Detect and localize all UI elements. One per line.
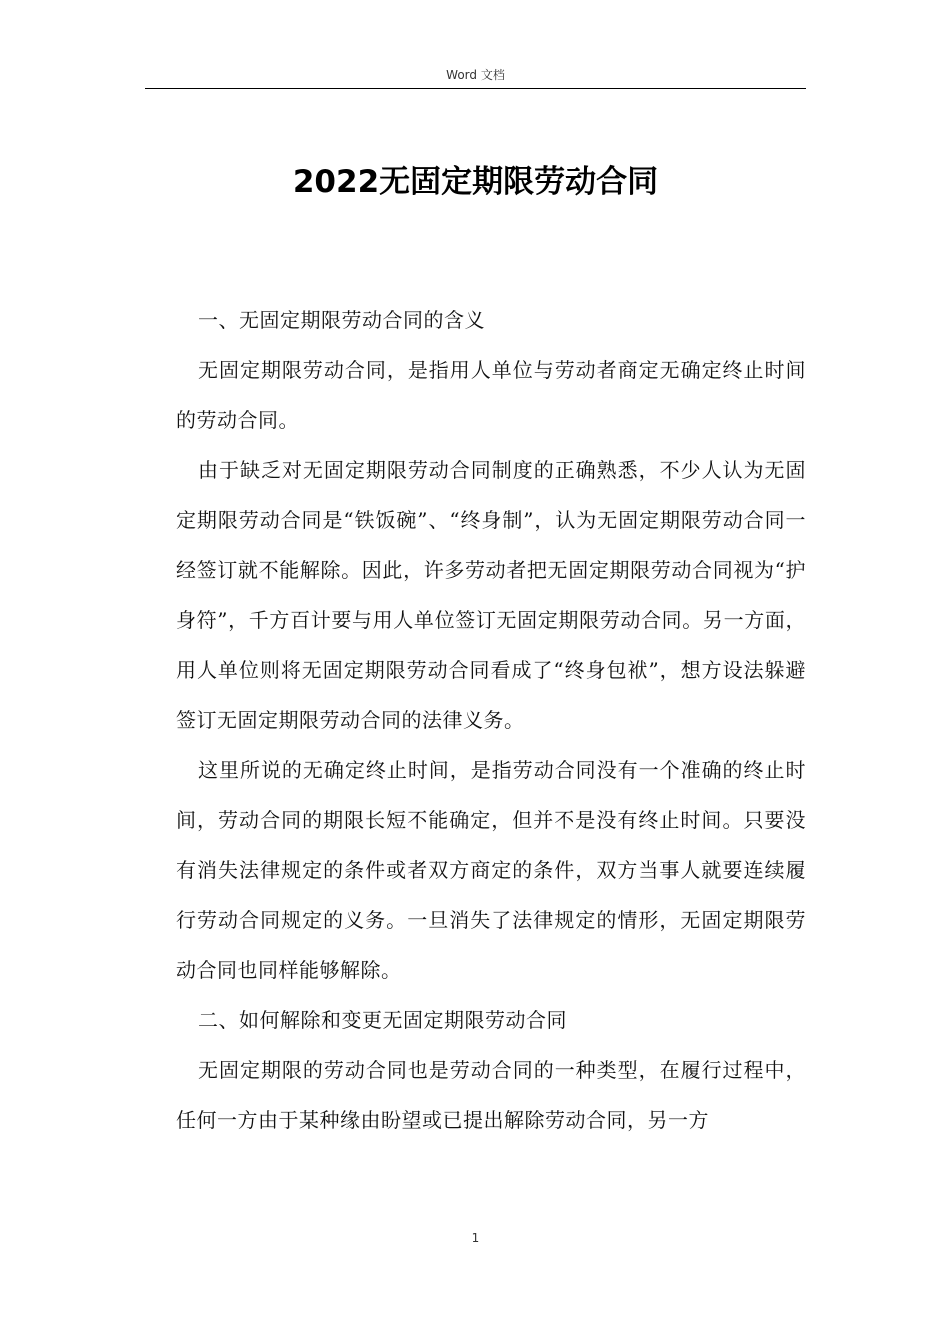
paragraph: 这里所说的无确定终止时间，是指劳动合同没有一个准确的终止时间，劳动合同的期限长短不能确定，但并不是没有终止时间。只要没有消失法律规定的条件或者双方商定的条件，双方当事人就要连续履行劳动合同规定的义务。一旦消失了法律规定的情形，无固定期限劳动合同也同样能够解除。 bbox=[176, 758, 806, 982]
document-body bbox=[176, 295, 806, 1145]
paragraph: 由于缺乏对无固定期限劳动合同制度的正确熟悉，不少人认为无固定期限劳动合同是“铁饭碗”、“终身制”，认为无固定期限劳动合同一经签订就不能解除。因此，许多劳动者把无固定期限劳动合同视为“护身符”，千方百计要与用人单位签订无固定期限劳动合同。另一方面，用人单位则将无固定期限劳动合同看成了“终身包袱”，想方设法躲避签订无固定期限劳动合同的法律义务。 bbox=[176, 458, 806, 732]
page-header: Word 文档 bbox=[446, 68, 505, 82]
page-number: 1 bbox=[471, 1231, 480, 1245]
paragraph: 无固定期限的劳动合同也是劳动合同的一种类型，在履行过程中，任何一方由于某种缘由盼望或已提出解除劳动合同，另一方 bbox=[176, 1058, 806, 1132]
document-title: 2022无固定期限劳动合同 bbox=[292, 164, 659, 200]
section-heading-1: 一、无固定期限劳动合同的含义 bbox=[198, 308, 485, 332]
header-rule bbox=[145, 88, 806, 89]
paragraph: 无固定期限劳动合同，是指用人单位与劳动者商定无确定终止时间的劳动合同。 bbox=[176, 358, 806, 432]
section-heading-2: 二、如何解除和变更无固定期限劳动合同 bbox=[198, 1008, 567, 1032]
